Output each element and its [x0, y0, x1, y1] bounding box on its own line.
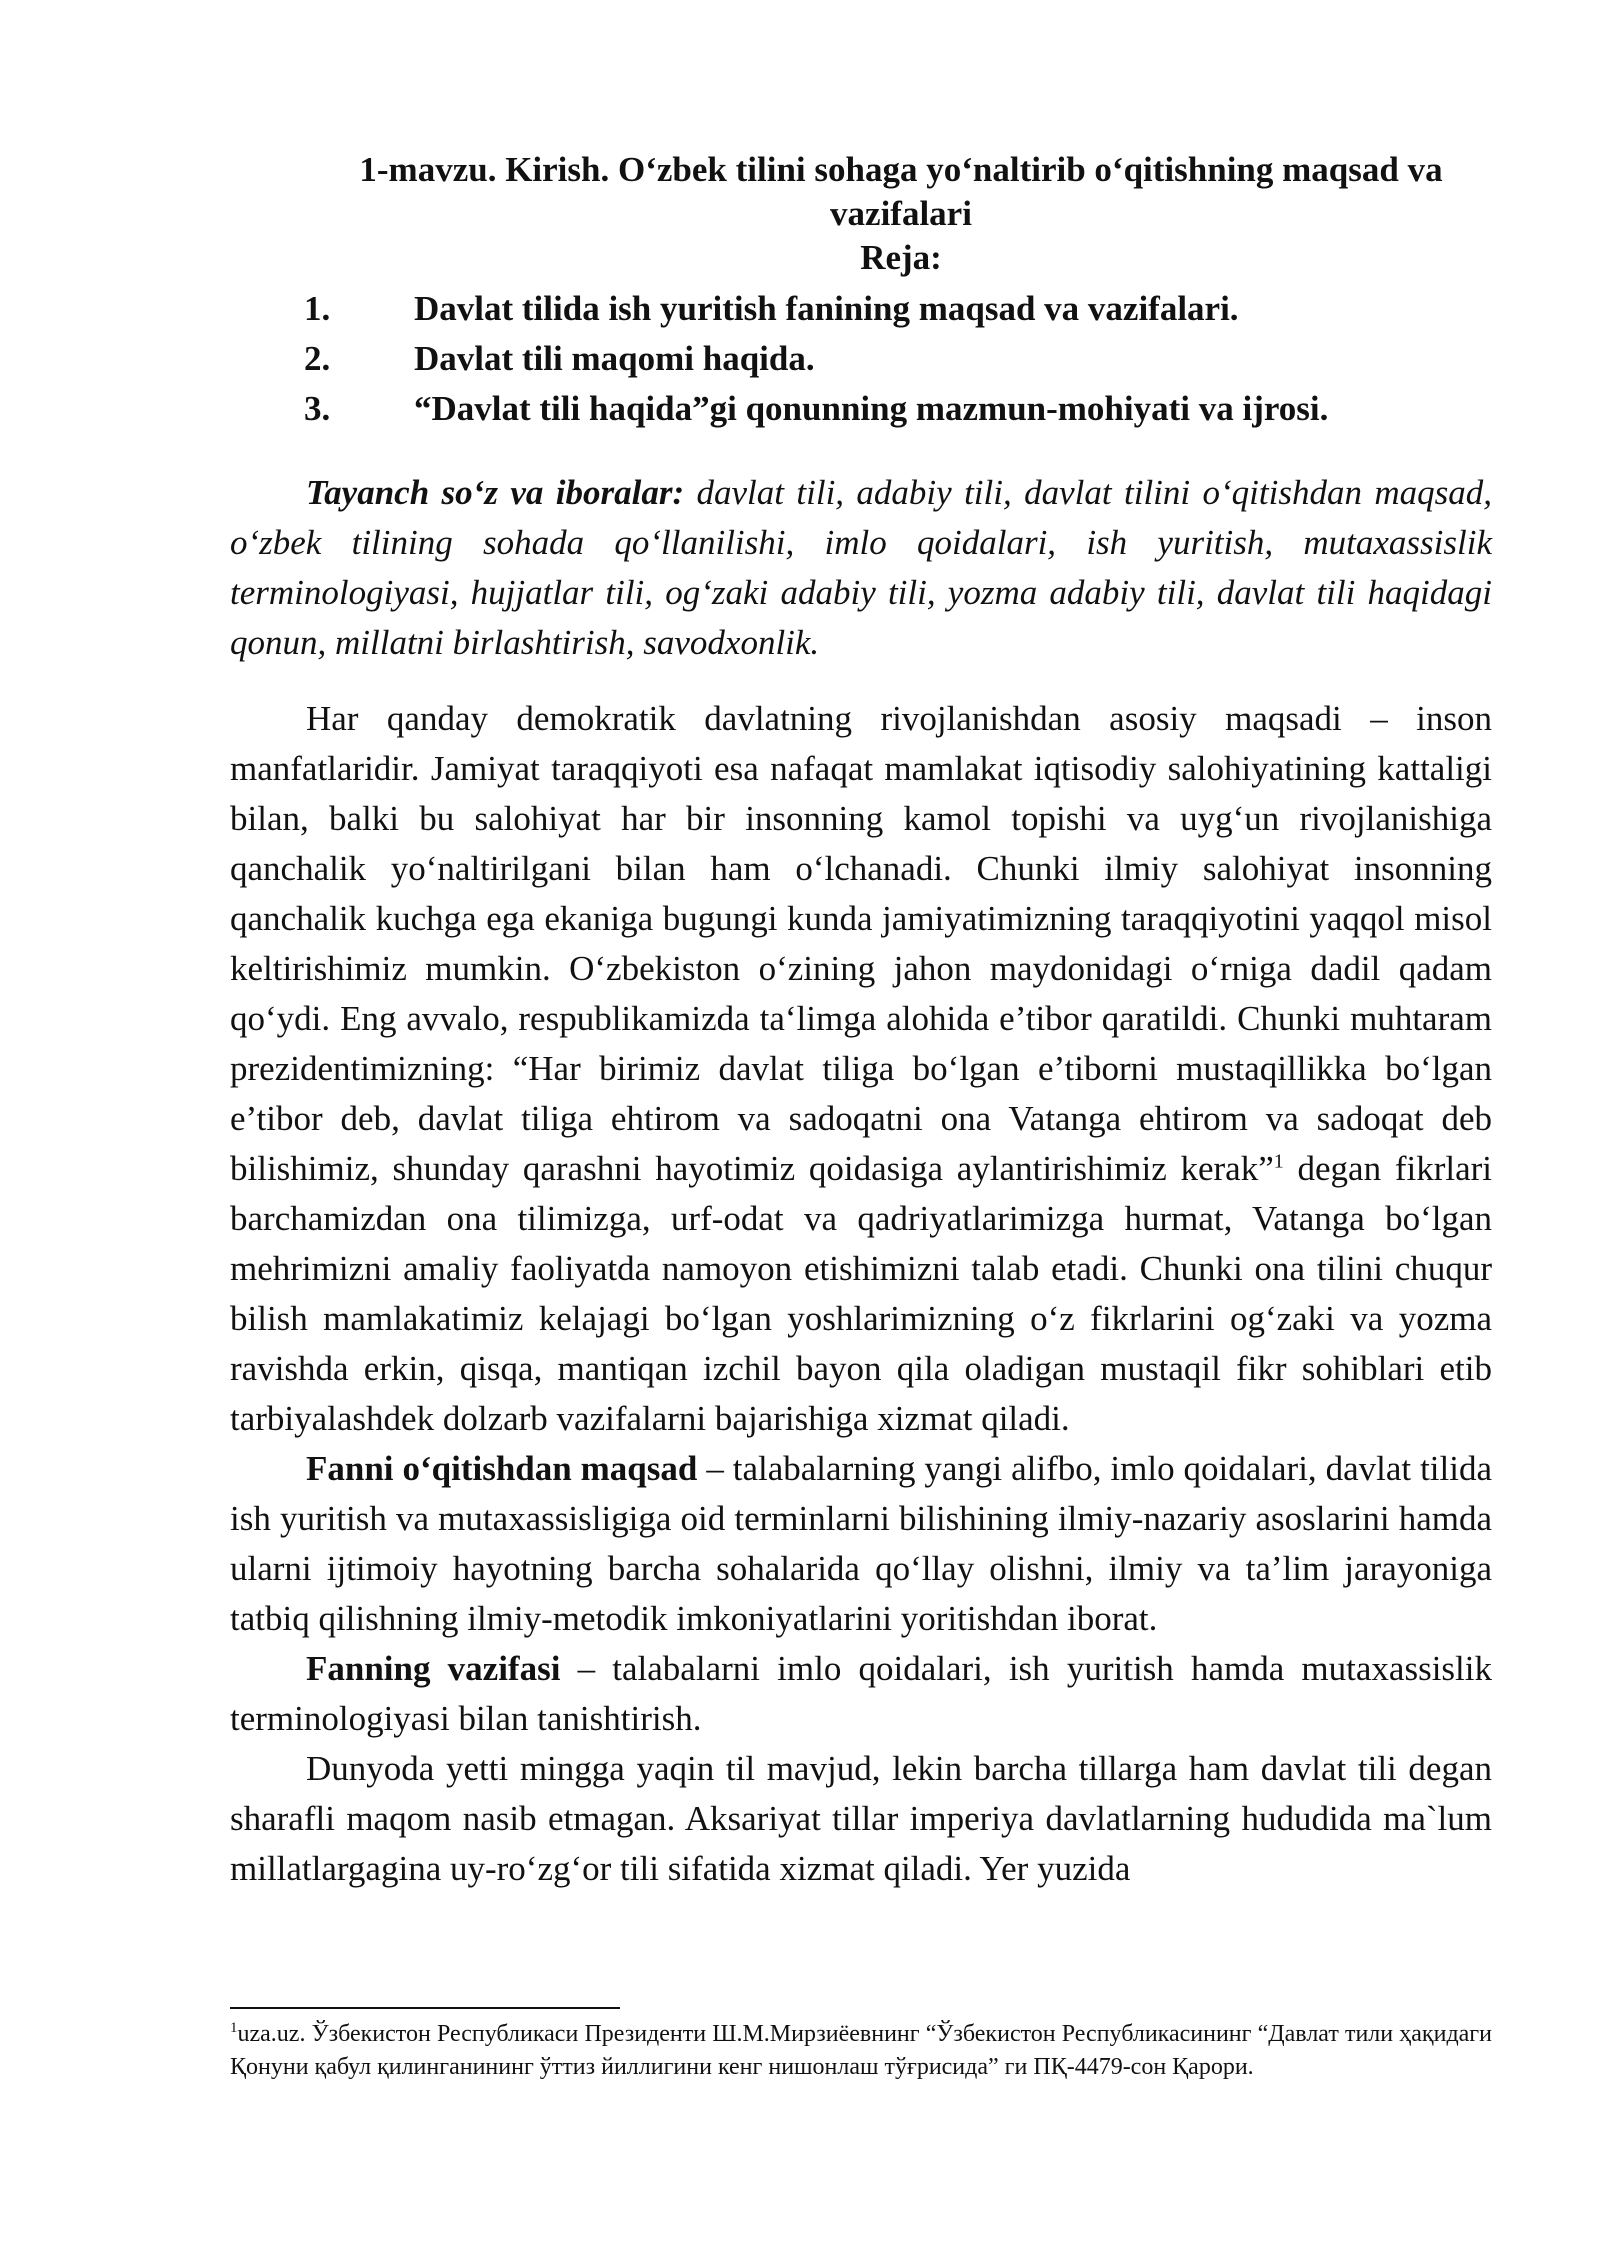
body-paragraph-intro	[230, 694, 1492, 1444]
plan-item-number: 1.	[304, 289, 331, 328]
body-paragraph-task	[230, 1644, 1492, 1744]
footnote-text: uza.uz. Ўзбекистон Республикаси Президенти Ш.М.Мирзиёевнинг “Ўзбекистон Республикасининг “Давлат тили ҳақидаги Қонуни қабул қилинганининг ўттиз йиллигини кенг нишонлаш тўғрисида” ги ПҚ-4479-сон Қарори.	[230, 2021, 1492, 2080]
paragraph-text: degan fikrlari barchamizdan ona tilimizga, urf-odat va qadriyatlarimizga hurmat, Vatanga bo‘lgan mehrimizni amaliy faoliyatda namoyon etishimizni talab etadi. Chunki ona tilini chuqur bilish mamlakatimiz kelajagi bo‘lgan yoshlarimizning o‘z fikrlarini og‘zaki va yozma ravishda erkin, qisqa, mantiqan izchil bayon qila oladigan mustaqil fikr sohiblari etib tarbiyalashdek dolzarb vazifalarni bajarishiga xizmat qiladi.	[230, 1149, 1492, 1438]
paragraph-text: Dunyoda yetti mingga yaqin til mavjud, lekin barcha tillarga ham davlat tili degan sharafli maqom nasib etmagan. Aksariyat tillar imperiya davlatlarning hududida ma`lum millatlargagina uy-ro‘zg‘or tili sifatida xizmat qiladi. Yer yuzida	[230, 1749, 1492, 1888]
plan-list	[230, 284, 1492, 434]
body-paragraph-languages	[230, 1744, 1492, 1894]
body-paragraph-goal	[230, 1444, 1492, 1644]
task-label: Fanning vazifasi	[306, 1649, 561, 1688]
document-page	[230, 148, 1492, 1894]
plan-item-text: Davlat tilida ish yuritish fanining maqsad va vazifalari.	[414, 289, 1239, 328]
plan-heading: Reja:	[860, 238, 942, 277]
keywords-label: Tayanch so‘z va iboralar:	[306, 473, 685, 512]
plan-item	[230, 384, 1492, 434]
footnote	[230, 2018, 1492, 2084]
paragraph-text: Har qanday demokratik davlatning rivojlanishdan asosiy maqsadi – inson manfatlaridir. Jamiyat taraqqiyoti esa nafaqat mamlakat iqtisodiy salohiyatining kattaligi bilan, balki bu salohiyat har bir insonning kamol topishi va uyg‘un rivojlanishiga qanchalik yo‘naltirilgani bilan ham o‘lchanadi. Chunki ilmiy salohiyat insonning qanchalik kuchga ega ekaniga bugungi kunda jamiyatimizning taraqqiyotini yaqqol misol keltirishimiz mumkin. O‘zbekiston o‘zining jahon maydonidagi o‘rniga dadil qadam qo‘ydi. Eng avvalo, respublikamizda ta‘limga alohida e’tibor qaratildi. Chunki muhtaram prezidentimizning: “Har birimiz davlat tiliga bo‘lgan e’tiborni mustaqillikka bo‘lgan e’tibor deb, davlat tiliga ehtirom va sadoqatni ona Vatanga ehtirom va sadoqat deb bilishimiz, shunday qarashni hayotimiz qoidasiga aylantirishimiz kerak”	[230, 699, 1492, 1188]
plan-item-number: 2.	[304, 339, 331, 378]
topic-title: 1-mavzu. Kirish. O‘zbek tilini sohaga yo‘naltirib o‘qitishning maqsad va vazifalari	[359, 150, 1443, 233]
plan-item-number: 3.	[304, 389, 331, 428]
footnote-number: 1	[230, 2020, 238, 2036]
plan-item-text: Davlat tili maqomi haqida.	[414, 339, 815, 378]
plan-item-text: “Davlat tili haqida”gi qonunning mazmun-mohiyati va ijrosi.	[414, 389, 1329, 428]
plan-item	[230, 334, 1492, 384]
keywords-text: davlat tili, adabiy tili, davlat tilini o‘qitishdan maqsad, o‘zbek tilining sohada qo‘llanilishi, imlo qoidalari, ish yuritish, mutaxassislik terminologiyasi, hujjatlar tili, og‘zaki adabiy tili, yozma adabiy tili, davlat tili haqidagi qonun, millatni birlashtirish, savodxonlik.	[230, 473, 1492, 662]
paragraph-text: – talabalarning yangi alifbo, imlo qoidalari, davlat tilida ish yuritish va mutaxassisligiga oid terminlarni bilishining ilmiy-nazariy asoslarini hamda ularni ijtimoiy hayotning barcha sohalarida qo‘llay olishni, ilmiy va ta’lim jarayoniga tatbiq qilishning ilmiy-metodik imkoniyatlarini yoritishdan iborat.	[230, 1449, 1493, 1638]
footnote-separator	[230, 2007, 620, 2009]
paragraph-text: – talabalarni imlo qoidalari, ish yuritish hamda mutaxassislik terminologiyasi bilan tanishtirish.	[230, 1649, 1492, 1738]
keywords-paragraph	[230, 468, 1492, 668]
plan-item	[230, 284, 1492, 334]
footnote-reference[interactable]: 1	[1273, 1150, 1284, 1173]
goal-label: Fanni o‘qitishdan maqsad	[306, 1449, 698, 1488]
